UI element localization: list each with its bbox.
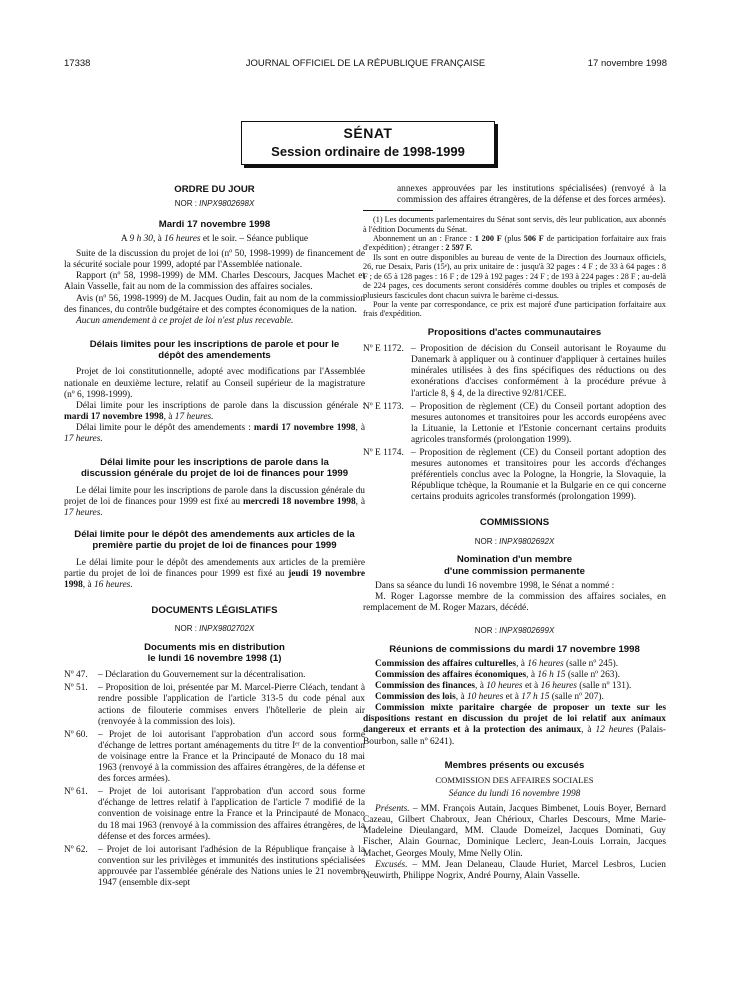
reunion-finances: Commission des finances, à 10 heures et à 16 heures (salle nº 131). [375,681,632,692]
nor-documents: NOR : INPX9802702X [174,624,255,634]
page-number: 17338 [64,58,91,69]
documents-subheading-1: Documents mis en distribution [144,641,285,653]
page-date: 17 novembre 1998 [587,58,667,69]
reunions-heading: Réunions de commissions du mardi 17 novembre 1998 [389,643,640,655]
reunion-cmp: Commission mixte paritaire chargée de proposer un texte sur les dispositions restant en discussion du projet de loi relatif aux animaux dangereux et errants et à la protection des animaux, à 12 heures (Palais-Bourbon, salle nº 6241). [363,703,666,747]
nomination-paragraph-2: M. Roger Lagorsse membre de la commission des affaires sociales, en remplacement de M. Roger Mazars, décédé. [363,591,666,614]
documents-legislatifs-heading: DOCUMENTS LÉGISLATIFS [151,604,278,616]
list-item: Nº 62. – Projet de loi autorisant l'adhésion de la République française à la convention sur les privilèges et immunités des institutions spécialisées approuvée par l'assemblée générale des Nations unies le 21 novembre 1947 (ensemble dix-sept [64,844,365,888]
page-header [0,58,731,72]
right-column [363,184,666,882]
delais1-paragraph-3: Délai limite pour le dépôt des amendements : mardi 17 novembre 1998, à 17 heures. [64,422,365,444]
list-item: Nº 60. – Projet de loi autorisant l'approbation d'un accord sous forme d'échange de lettres portant aménagements du titre Iᵉʳ de la convention de voisinage entre la France et la Principauté de Monaco du 18 mai 1963 (renvoyé à la commission des affaires étrangères, de la défense et des forces armées). [64,729,365,785]
ordre-paragraph-4: Aucun amendement à ce projet de loi n'est plus recevable. [76,315,294,326]
continuation-text: annexes approuvées par les institutions spécialisées) (renvoyé à la commission des affaires étrangères, de la défense et des forces armées). [397,184,666,206]
footnote-rule [363,210,433,211]
left-column [64,184,365,891]
ordre-du-jour-heading: ORDRE DU JOUR [174,184,255,195]
propositions-list [363,344,666,503]
nor-reunions: NOR : INPX9802699X [474,626,555,636]
ordre-paragraph-3: Avis (nº 56, 1998-1999) de M. Jacques Oudin, fait au nom de la commission des finances, du contrôle budgétaire et des comptes économiques de la nation. [64,293,365,315]
footnote: (1) Les documents parlementaires du Sénat sont servis, dès leur publication, aux abonnés à l'édition Documents du Sénat. Abonnement un an : France : 1 200 F (plus 506 F de participation forfaitaire aux frais d'expédition) ; étranger : 2 597 F. Ils sont en outre disponibles au bureau de vente de la Direction des Journaux officiels, 26, rue Desaix, Paris (15ᵉ), au prix unitaire de : jusqu'à 32 pages : 4 F ; de 33 à 64 pages : 8 F ; de 65 à 128 pages : 16 F ; de 129 à 192 pages : 24 F ; de 193 à 224 pages : 28 F ; au-delà de 224 pages, ces documents seront considérés comme doubles ou triples et composés de plusieurs fascicules dont chacun suivra le barème ci-dessus. Pour la vente par correspondance, ce prix est majoré d'une participation forfaitaire aux frais d'expédition. [363,215,666,319]
list-item: Nº 61. – Projet de loi autorisant l'approbation d'un accord sous forme d'échange de lettres relatif à l'application de l'article 7 modifié de la convention de voisinage entre la France et la Principauté de Monaco du 18 mai 1963 (renvoyé à la commission des affaires étrangères, de la défense et des forces armées). [64,787,365,842]
documents-subheading-2: le lundi 16 novembre 1998 (1) [147,652,282,664]
documents-list [64,670,365,889]
delais2-paragraph: Le délai limite pour les inscriptions de parole dans la discussion générale du projet de loi de finances pour 1999 est fixé au mercredi 18 novembre 1998, à 17 heures. [64,485,365,518]
commissions-heading: COMMISSIONS [479,517,550,529]
list-item: Nº E 1172. – Proposition de décision du Conseil autorisant le Royaume du Danemark à appliquer ou à continuer d'appliquer à certaines huiles minérales utilisées à des fins spécifiques des réductions ou des exonérations d'accises conformément à la procédure prévue à l'article 8, § 4, de la directive 92/81/CEE. [363,344,666,399]
membres-subheading: COMMISSION DES AFFAIRES SOCIALES [435,774,594,785]
delais-heading-3: Délai limite pour le dépôt des amendements aux articles de la première partie du projet de loi de finances pour 1999 [74,529,355,552]
title-senat: SÉNAT [343,125,393,141]
journal-title: JOURNAL OFFICIEL DE LA RÉPUBLIQUE FRANÇAISE [245,58,486,69]
list-item: Nº E 1173. – Proposition de règlement (CE) du Conseil portant adoption des mesures autonomes et transitoires pour les accords européens avec la Lituanie, la Lettonie et l'Estonie concernant certains produits agricoles transformés (prolongation 1999). [363,401,666,445]
delais3-paragraph: Le délai limite pour le dépôt des amendements aux articles de la première partie du projet de loi de finances pour 1999 est fixé au jeudi 19 novembre 1998, à 16 heures. [64,557,365,590]
title-session: Session ordinaire de 1998-1999 [271,143,465,159]
date-heading: Mardi 17 novembre 1998 [158,218,271,230]
list-item: Nº 51. – Proposition de loi, présentée par M. Marcel-Pierre Cléach, tendant à rendre possible l'application de l'article 313-5 du code pénal aux actions de filouterie commises envers l'hôtellerie de plein air (renvoyée à la commission des lois). [64,683,365,727]
session-line: A 9 h 30, à 16 heures et le soir. – Séance publique [120,234,309,245]
reunion-culturelles: Commission des affaires culturelles, à 16 heures (salle nº 245). [375,658,619,669]
delais1-paragraph-2: Délai limite pour les inscriptions de parole dans la discussion générale : mardi 17 novembre 1998, à 17 heures. [64,400,365,422]
nor-commissions: NOR : INPX9802692X [474,536,555,546]
ordre-paragraph-2: Rapport (nº 58, 1998-1999) de MM. Charles Descours, Jacques Machet et Alain Vasselle, fait au nom de la commission des affaires sociales. [64,271,365,293]
ordre-paragraph-1: Suite de la discussion du projet de loi (nº 50, 1998-1999) de financement de la sécurité sociale pour 1999, adopté par l'Assemblée nationale. [64,249,365,271]
list-item: Nº E 1174. – Proposition de règlement (CE) du Conseil portant adoption des mesures autonomes et transitoires pour les accords d'échanges préférentiels conclus avec la Pologne, la Hongrie, la Slovaquie, la République tchèque, la Roumanie et la Bulgarie en ce qui concerne certains produits agricoles transformés (prolongation 1999). [363,447,666,503]
reunion-economiques: Commission des affaires économiques, à 16 h 15 (salle nº 263). [375,669,620,680]
delais-heading-1: Délais limites pour les inscriptions de parole et pour le dépôt des amendements [89,338,340,362]
propositions-heading: Propositions d'actes communautaires [427,326,602,338]
seance-line: Séance du lundi 16 novembre 1998 [448,789,581,800]
nor-ordre: NOR : INPX9802698X [174,199,255,209]
title-box [241,121,495,165]
excuses-paragraph: Excusés. – MM. Jean Delaneau, Claude Huriet, Marcel Lesbros, Lucien Neuwirth, Philippe Nogrix, André Pourny, Alain Vasselle. [363,859,666,881]
delais1-paragraph-1: Projet de loi constitutionnelle, adopté avec modifications par l'Assemblée nationale en deuxième lecture, relatif au Conseil supérieur de la magistrature (nº 6, 1998-1999). [64,367,365,400]
nomination-paragraph-1: Dans sa séance du lundi 16 novembre 1998, le Sénat a nommé : [375,580,615,591]
membres-heading: Membres présents ou excusés [444,759,585,771]
reunion-lois: Commission des lois, à 10 heures et à 17 h 15 (salle nº 207). [375,692,604,703]
list-item: Nº 47. – Déclaration du Gouvernement sur la décentralisation. [64,670,306,681]
nomination-heading-1: Nomination d'un membre [456,554,573,566]
delais-heading-2: Délai limite pour les inscriptions de parole dans la discussion générale du projet de loi de finances pour 1999 [80,457,349,480]
nomination-heading-2: d'une commission permanente [444,565,585,577]
presents-paragraph: Présents. – MM. François Autain, Jacques Bimbenet, Louis Boyer, Bernard Cazeau, Gilbert Chabroux, Jean Chérioux, Charles Descours, Mme Marie-Madeleine Dieulangard, MM. Claude Domeizel, Jacques Dominati, Guy Fischer, Alain Gournac, Dominique Leclerc, Jean-Louis Lorrain, Jacques Machet, Georges Mouly, Mme Nelly Olin. [363,804,666,859]
